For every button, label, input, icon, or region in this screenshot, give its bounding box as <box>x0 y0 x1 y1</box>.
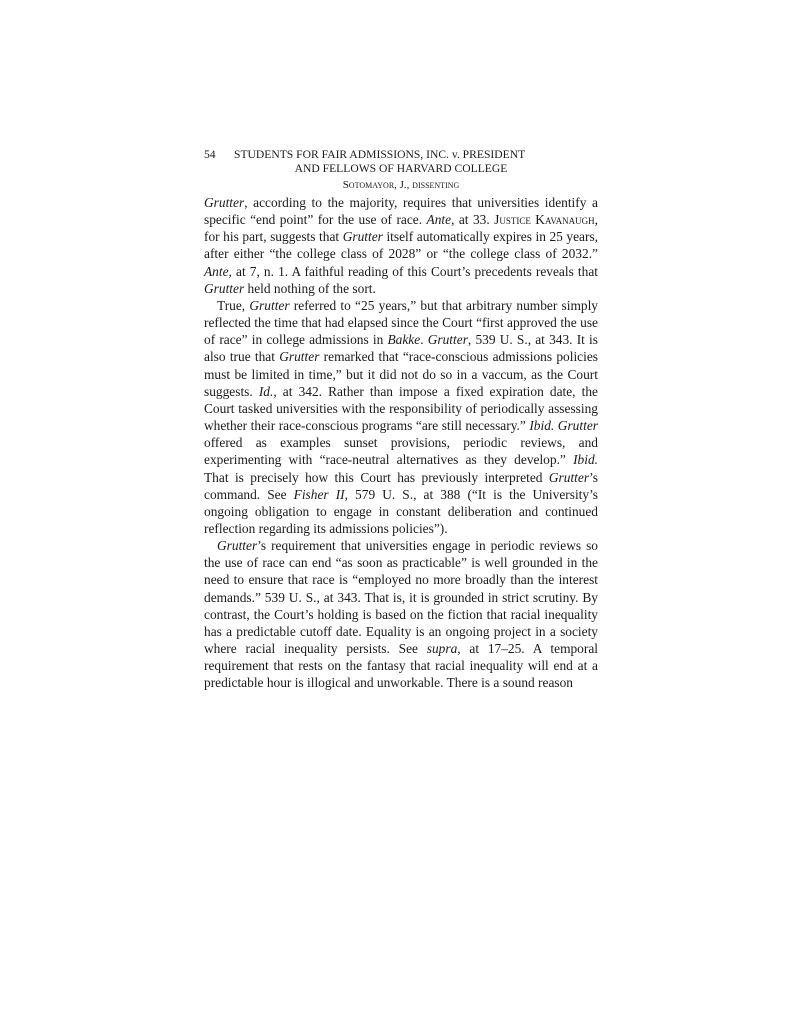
running-head <box>204 148 598 194</box>
text-run: , at 342. Rather than impose a fixed expiration date, the Court tasked universities with the responsibility of periodically assessing whether their race-conscious programs “are still necessary.” <box>204 383 598 434</box>
text-run: True, <box>217 297 250 313</box>
case-title-line-1: STUDENTS FOR FAIR ADMISSIONS, INC. v. PRESIDENT <box>234 148 526 161</box>
paragraph-2 <box>204 297 598 537</box>
text-run: offered as examples sunset provisions, periodic reviews, and experimenting with “race-neutral alternatives as they develop.” <box>204 435 598 468</box>
case-title-line-2: AND FELLOWS OF HARVARD COLLEGE <box>294 162 508 175</box>
italic-run: Grutter <box>279 349 320 365</box>
italic-run: Grutter <box>249 297 290 313</box>
italic-run: Ibid. <box>529 418 555 434</box>
italic-run: Grutter <box>557 418 598 434</box>
italic-run: Grutter <box>427 332 468 348</box>
text-run: , at 17–25. A temporal requirement that rests on the fantasy that racial inequality will end at a predictable hour is illogical and unworkable. There is a sound reason <box>204 641 598 691</box>
text-run: ’s command. See <box>204 469 598 502</box>
paragraph-1 <box>204 194 598 297</box>
text-run: held nothing of the sort. <box>244 280 376 296</box>
italic-run: Grutter <box>548 469 590 485</box>
opinion-label: Sotomayor, J., dissenting <box>342 179 460 191</box>
italic-run: supra <box>426 641 458 657</box>
running-head-line-1 <box>204 148 525 161</box>
italic-run: Ante <box>426 212 452 228</box>
text-run: , according to the majority, requires that universities identify a specific “end point” for the use of race. <box>204 195 598 228</box>
italic-run: Ibid. <box>573 452 598 468</box>
text-run: , for his part, suggests that <box>204 212 599 245</box>
opinion-body <box>204 194 598 692</box>
italic-run: Fisher II <box>293 486 345 502</box>
text-run: That is precisely how this Court has previously interpreted <box>204 469 549 485</box>
text-run: remarked that “race-conscious admissions policies must be limited in time,” but it did not do so in a vaccum, as the Court suggests. <box>204 349 598 399</box>
italic-run: Ante <box>204 263 229 279</box>
text-run: , at 33. <box>451 212 495 228</box>
italic-run: Bakke <box>387 332 421 348</box>
paragraph-3 <box>204 537 598 691</box>
text-run: , 539 U. S., at 343. It is also true that <box>204 332 598 365</box>
text-run: , at 7, n. 1. A faithful reading of this Court’s precedents reveals that <box>228 263 598 279</box>
document-page <box>204 148 598 692</box>
text-run: . <box>420 332 428 348</box>
italic-run: Grutter <box>217 538 258 554</box>
italic-run: Grutter <box>204 280 245 296</box>
italic-run: Grutter <box>204 195 245 210</box>
text-run: , 579 U. S., at 388 (“It is the University’s ongoing obligation to engage in constant deliberation and continued reflection regarding its admissions policies”). <box>204 486 599 536</box>
text-run: referred to “25 years,” but that arbitrary number simply reflected the time that had elapsed since the Court “first approved the use of race” in college admissions in <box>204 297 598 348</box>
text-run: ’s requirement that universities engage in periodic reviews so the use of race can end “as soon as practicable” is well grounded in the need to ensure that race is “employed no more broadly than the interest demands.” 539 U. S., at 343. That is, it is grounded in strict scrutiny. By contrast, the Court’s holding is based on the fiction that racial inequality has a predictable cutoff date. Equality is an ongoing project in a society where racial inequality persists. See <box>204 538 598 657</box>
text-run: itself automatically expires in 25 years, after either “the college class of 2028” or “the college class of 2032.” <box>204 229 599 262</box>
small-caps-run: Justice Kavanaugh <box>494 212 595 228</box>
page-number: 54 <box>204 148 216 161</box>
italic-run: Id. <box>258 383 274 399</box>
italic-run: Grutter <box>342 229 383 245</box>
